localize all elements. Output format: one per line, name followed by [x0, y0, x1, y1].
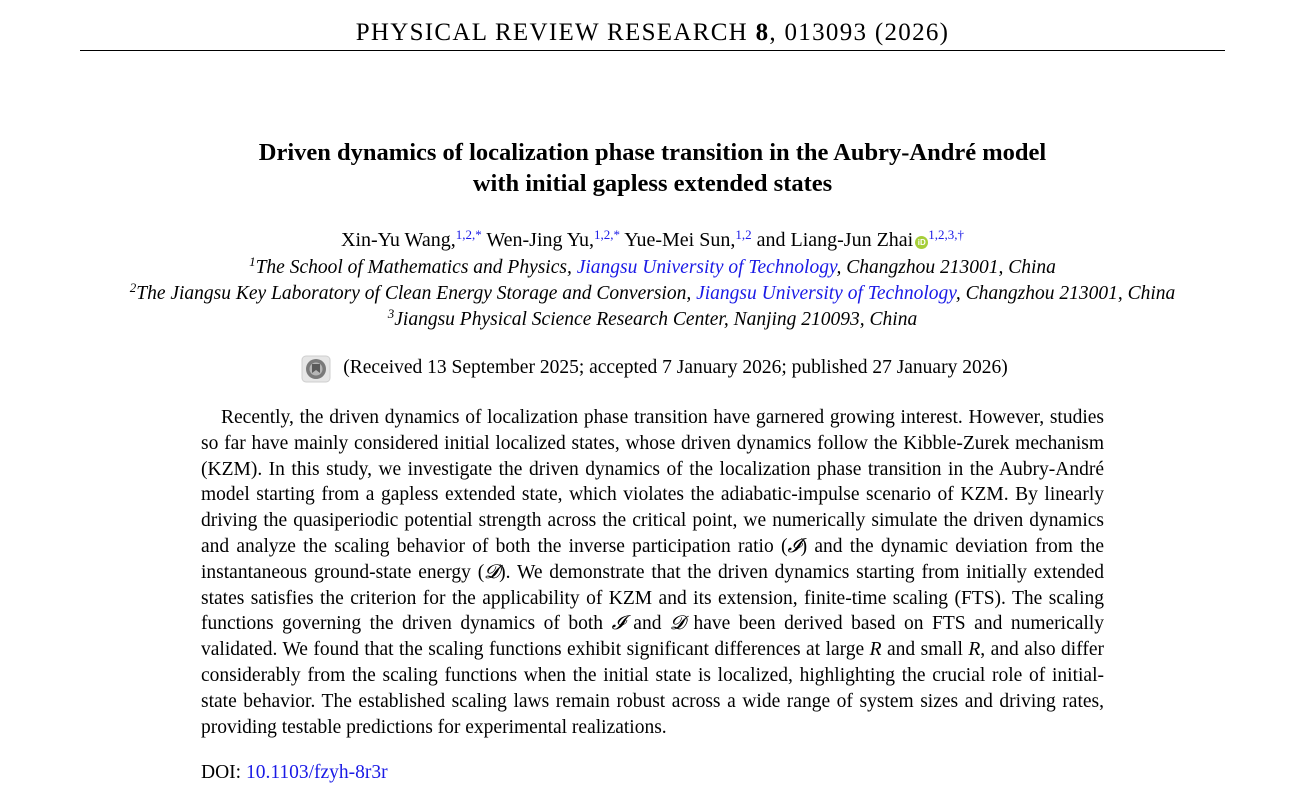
- author-list: [0, 227, 1305, 253]
- orcid-icon[interactable]: iD: [915, 236, 928, 249]
- crossmark-icon[interactable]: [301, 355, 331, 383]
- affiliation-3: $^3$Jiangsu Physical Science Research Center, Nanjing 210093, China: [387, 306, 918, 330]
- author-name[interactable]: Xin-Yu Wang,: [341, 229, 456, 251]
- author-affil-ref[interactable]: 1,2,*: [455, 227, 482, 242]
- doi-line: [201, 760, 388, 786]
- author-name[interactable]: and Liang-Jun Zhai: [756, 229, 914, 251]
- affiliation-2: $^2$The Jiangsu Key Laboratory of Clean Energy Storage and Conversion, Jiangsu University of Technology, Changzhou 213001, China: [129, 280, 1176, 304]
- title-line-1: Driven dynamics of localization phase transition in the Aubry-André model: [258, 139, 1047, 166]
- affiliation-link[interactable]: Jiangsu University of Technology: [576, 257, 837, 278]
- author-name[interactable]: Wen-Jing Yu,: [486, 229, 594, 251]
- doi-label: DOI:: [201, 762, 246, 783]
- journal-name: PHYSICAL REVIEW RESEARCH: [355, 19, 749, 46]
- affiliation-link[interactable]: Jiangsu University of Technology: [696, 283, 956, 304]
- doi-link[interactable]: 10.1103/fzyh-8r3r: [245, 762, 388, 783]
- journal-header: [80, 16, 1225, 51]
- affiliation-1: $^1$The School of Mathematics and Physics, Jiangsu University of Technology, Changzhou 213001, China: [249, 254, 1056, 278]
- publication-dates: [0, 354, 1305, 383]
- article-number: , 013093 (2026): [769, 19, 950, 46]
- title-line-2: with initial gapless extended states: [472, 170, 833, 197]
- author-affil-ref[interactable]: 1,2: [735, 227, 752, 242]
- author-affil-ref[interactable]: 1,2,3,†: [928, 227, 964, 242]
- abstract: Recently, the driven dynamics of localization phase transition have garnered growing interest. However, studies so far have mainly considered initial localized states, whose driven dynamics follow the Kibble-Zurek mechanism (KZM). In this study, we investigate the driven dynamics of the localization phase transition in the Aubry-André model starting from a gapless extended state, which violates the adiabatic-impulse scenario of KZM. By linearly driving the quasiperiodic potential strength across the critical point, we numerically simulate the driven dynamics and analyze the scaling behavior of both the inverse participation ratio (𝓘) and the dynamic deviation from the instantaneous ground-state energy (𝓓). We demonstrate that the driven dynamics starting from initially extended states satisfies the criterion for the applicability of KZM and its extension, finite-time scaling (FTS). The scaling functions governing the driven dynamics of both 𝓘 and 𝓓 have been derived based on FTS and numerically validated. We found that the scaling functions exhibit significant differences at large R and small R, and also differ considerably from the scaling functions when the initial state is localized, highlighting the crucial role of initial-state behavior. The established scaling laws remain robust across a wide range of system sizes and driving rates, providing testable predictions for experimental realizations.: [201, 407, 1104, 738]
- journal-volume: 8: [755, 19, 770, 46]
- affiliation-list: [0, 255, 1305, 333]
- author-affil-ref[interactable]: 1,2,*: [593, 227, 620, 242]
- author-name[interactable]: Yue-Mei Sun,: [624, 229, 736, 251]
- dates-text: (Received 13 September 2025; accepted 7 January 2026; published 27 January 2026): [343, 357, 1008, 378]
- paper-title: [80, 137, 1225, 199]
